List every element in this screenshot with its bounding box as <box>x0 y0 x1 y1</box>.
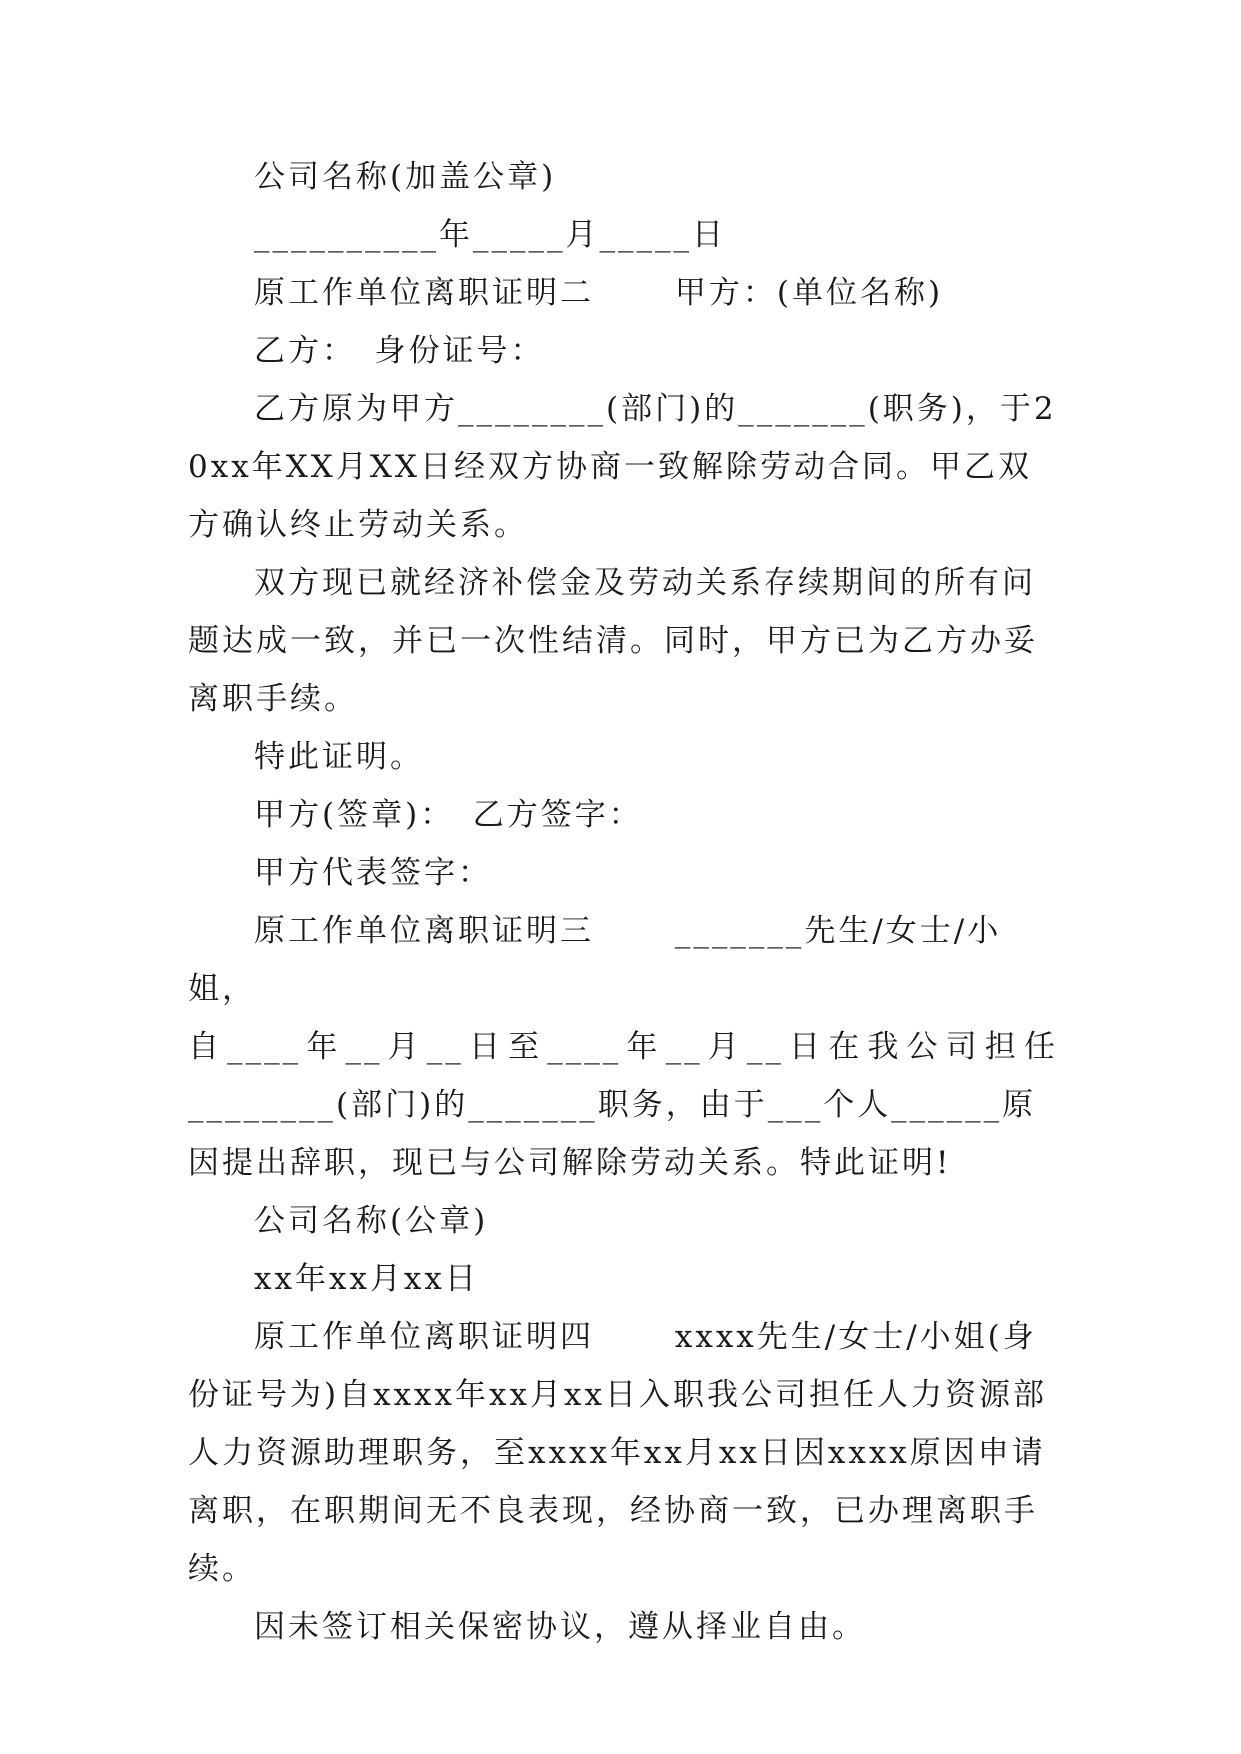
certification-statement: 特此证明。 <box>254 739 424 775</box>
employment-period-line: 自____年__月__日至____年__月__日在我公司担任 <box>188 1029 1058 1065</box>
document-body <box>188 148 1058 1656</box>
company-name-seal-line: 公司名称(加盖公章) <box>254 159 557 195</box>
signature-line: 甲方(签章)： 乙方签字： <box>254 797 643 833</box>
certificate-three-heading: 原工作单位离职证明三 _______先生/女士/小姐， <box>188 913 1002 1007</box>
date-blank-line: __________年_____月_____日 <box>254 217 726 253</box>
settlement-paragraph: 双方现已就经济补偿金及劳动关系存续期间的所有问题达成一致，并已一次性结清。同时，甲方已为乙方办妥离职手续。 <box>188 565 1038 717</box>
party-b-id-line: 乙方： 身份证号： <box>254 333 545 369</box>
certificate-four-paragraph: 原工作单位离职证明四 xxxx先生/女士/小姐(身份证号为)自xxxx年xx月xx日入职我公司担任人力资源部人力资源助理职务，至xxxx年xx月xx日因xxxx原因申请离职，在职期间无不良表现，经协商一致，已办理离职手续。 <box>188 1319 1047 1587</box>
company-name-stamp-line: 公司名称(公章) <box>254 1203 489 1239</box>
confidentiality-statement: 因未签订相关保密协议，遵从择业自由。 <box>254 1609 866 1645</box>
representative-signature-line: 甲方代表签字： <box>254 855 492 891</box>
resignation-paragraph: ________(部门)的_______职务，由于___个人______原因提出辞职，现已与公司解除劳动关系。特此证明! <box>188 1087 1037 1181</box>
certificate-two-heading: 原工作单位离职证明二 甲方：(单位名称) <box>254 275 944 311</box>
termination-paragraph: 乙方原为甲方________(部门)的_______(职务)，于20xx年XX月XX日经双方协商一致解除劳动合同。甲乙双方确认终止劳动关系。 <box>188 391 1057 543</box>
date-line: xx年xx月xx日 <box>254 1261 479 1297</box>
